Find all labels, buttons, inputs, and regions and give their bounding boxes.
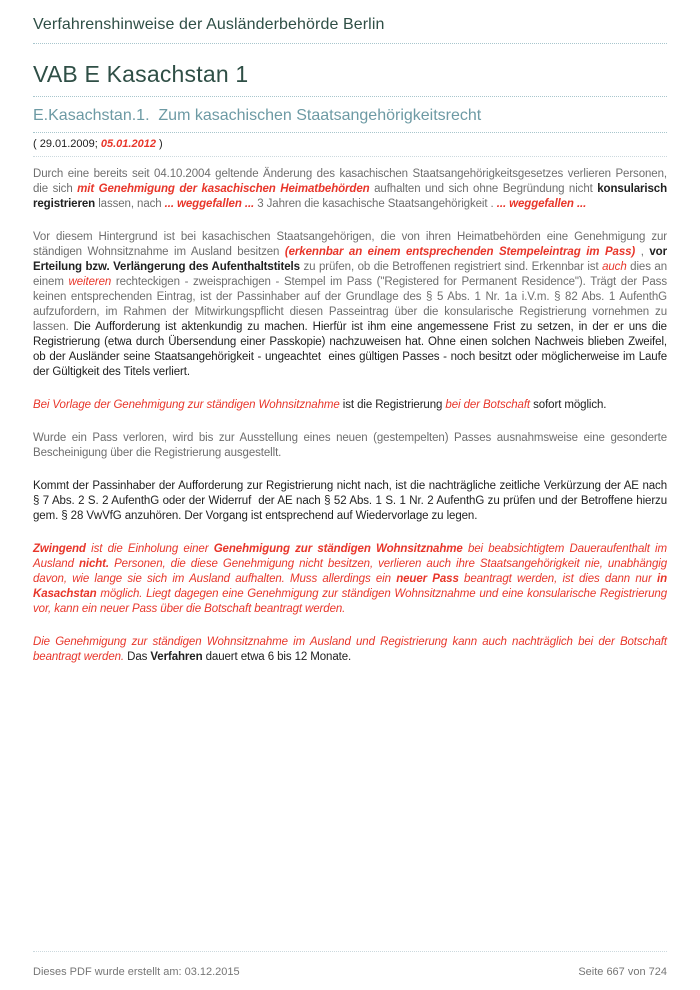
text-run: bei der Botschaft: [445, 399, 531, 411]
page-header: [33, 14, 667, 157]
text-run: Bei Vorlage der Genehmigung zur ständigen Wohnsitznahme: [33, 399, 340, 411]
text-run: vor Erteilung bzw. Verlängerung des Aufenthaltstitels: [33, 246, 671, 273]
text-run: ... weggefallen ...: [164, 198, 255, 210]
text-run: aufhalten und sich ohne Begründung nicht: [369, 183, 598, 195]
text-run: auch: [602, 261, 627, 273]
text-run: ... weggefallen ...: [496, 198, 587, 210]
section-title: E.Kasachstan.1. Zum kasachischen Staatsangehörigkeitsrecht: [33, 107, 667, 133]
text-run: neuer Pass: [396, 573, 459, 585]
text-run: mit Genehmigung der kasachischen Heimatbehörden: [77, 183, 370, 195]
text-run: dies an einem: [33, 261, 671, 288]
paragraph-3: [33, 398, 667, 413]
text-run: Genehmigung zur ständigen Wohnsitznahme: [213, 543, 463, 555]
site-title: Verfahrenshinweise der Ausländerbehörde Berlin: [33, 14, 667, 44]
text-run: beantragt werden, ist dies dann nur: [458, 573, 657, 585]
date-prefix: ( 29.01.2009;: [33, 138, 101, 150]
text-run: Die Genehmigung zur ständigen Wohnsitznahme im Ausland und Registrierung kann auch nachträglich bei der Botschaft beantragt werden.: [33, 636, 671, 663]
text-run: nicht.: [78, 558, 110, 570]
paragraph-6: [33, 542, 671, 617]
text-run: Vor diesem Hintergrund ist bei kasachischen Staatsangehörigen, die von ihren Heimatbehörden eine Genehmigung zur ständigen Wohnsitznahme im Ausland besitzen: [33, 231, 671, 258]
date-revision: 05.01.2012: [100, 138, 156, 150]
text-run: weiteren: [68, 276, 112, 288]
text-run: (erkennbar an einem entsprechenden Stempeleintrag im Pass): [284, 246, 636, 258]
date-line: [33, 133, 667, 157]
text-run: zu prüfen, ob die Betroffenen registriert sind. Erkennbar ist: [299, 261, 603, 273]
date-suffix: ): [155, 138, 163, 150]
footer-created-date: Dieses PDF wurde erstellt am: 03.12.2015: [33, 966, 240, 978]
text-run: Das: [124, 651, 151, 663]
paragraph-1: [33, 167, 671, 212]
text-run: Die Aufforderung ist aktenkundig zu machen. Hierfür ist ihm eine angemessene Frist zu setzen, in der er uns die Registrierung (etwa durch Übersendung einer Passkopie) nachzuweisen hat. Ohne einen solchen Nachweis blieben Zweifel, ob der Ausländer seine Staatsangehörigkeit - ungeachtet eines gültigen Passes - noch besitzt oder möglicherweise im Laufe der Gültigkeit des Titels verliert.: [33, 321, 671, 378]
text-run: Personen, die diese Genehmigung nicht besitzen, verlieren auch ihre Staatsangehörigkeit nie, unabhängig davon, wie lange sie sich im Ausland aufhalten. Muss allerdings ein: [33, 558, 671, 585]
text-run: Wurde ein Pass verloren, wird bis zur Ausstellung eines neuen (gestempelten) Passes ausnahmsweise eine gesonderte Bescheinigung über die Registrierung ausgestellt.: [33, 432, 671, 459]
paragraph-7: [33, 635, 671, 665]
text-run: sofort möglich.: [530, 399, 607, 411]
content: [33, 167, 674, 665]
text-run: konsularisch registrieren: [33, 183, 671, 210]
paragraph-5: [33, 479, 671, 524]
text-run: Zwingend: [33, 543, 86, 555]
paragraph-4: [33, 431, 671, 461]
text-run: Verfahren: [150, 651, 203, 663]
text-run: ,: [635, 246, 650, 258]
paragraph-2: [33, 230, 674, 380]
text-run: Durch eine bereits seit 04.10.2004 geltende Änderung des kasachischen Staatsangehörigkeitsgesetzes verlieren Personen, die sich: [33, 168, 671, 195]
text-run: 3 Jahren die kasachische Staatsangehörigkeit .: [254, 198, 497, 210]
text-run: ist die Einholung einer: [85, 543, 214, 555]
page-footer: [33, 951, 667, 978]
text-run: in Kasachstan: [33, 573, 671, 600]
text-run: ist die Registrierung: [339, 399, 446, 411]
text-run: bei beabsichtigtem Daueraufenthalt im Ausland: [33, 543, 670, 570]
footer-page-number: Seite 667 von 724: [578, 966, 667, 978]
doc-title: VAB E Kasachstan 1: [33, 61, 667, 97]
text-run: dauert etwa 6 bis 12 Monate.: [202, 651, 352, 663]
text-run: möglich. Liegt dagegen eine Genehmigung zur ständigen Wohnsitznahme und eine konsularische Registrierung vor, kann ein neuer Pass über die Botschaft beantragt werden.: [33, 588, 671, 615]
text-run: rechteckigen - zweisprachigen - Stempel im Pass ("Registered for Permanent Residence"). Trägt der Pass keinen entsprechenden Eintrag, ist der Passinhaber auf der Grundlage des § 5 Abs. 1 Nr. 1a i.V.m. § 82 Abs. 1 AufenthG aufzufordern, im Rahmen der Mitwirkungspflicht diesen Passeintrag über die konsularische Registrierung vornehmen zu lassen.: [33, 276, 674, 333]
text-run: lassen, nach: [95, 198, 165, 210]
text-run: Kommt der Passinhaber der Aufforderung zur Registrierung nicht nach, ist die nachträgliche zeitliche Verkürzung der AE nach § 7 Abs. 2 S. 2 AufenthG oder der Widerruf der AE nach § 52 Abs. 1 S. 1 Nr. 2 AufenthG zu prüfen und der Betroffene hierzu gem. § 28 VwVfG anzuhören. Der Vorgang ist entsprechend auf Wiedervorlage zu legen.: [33, 480, 671, 522]
